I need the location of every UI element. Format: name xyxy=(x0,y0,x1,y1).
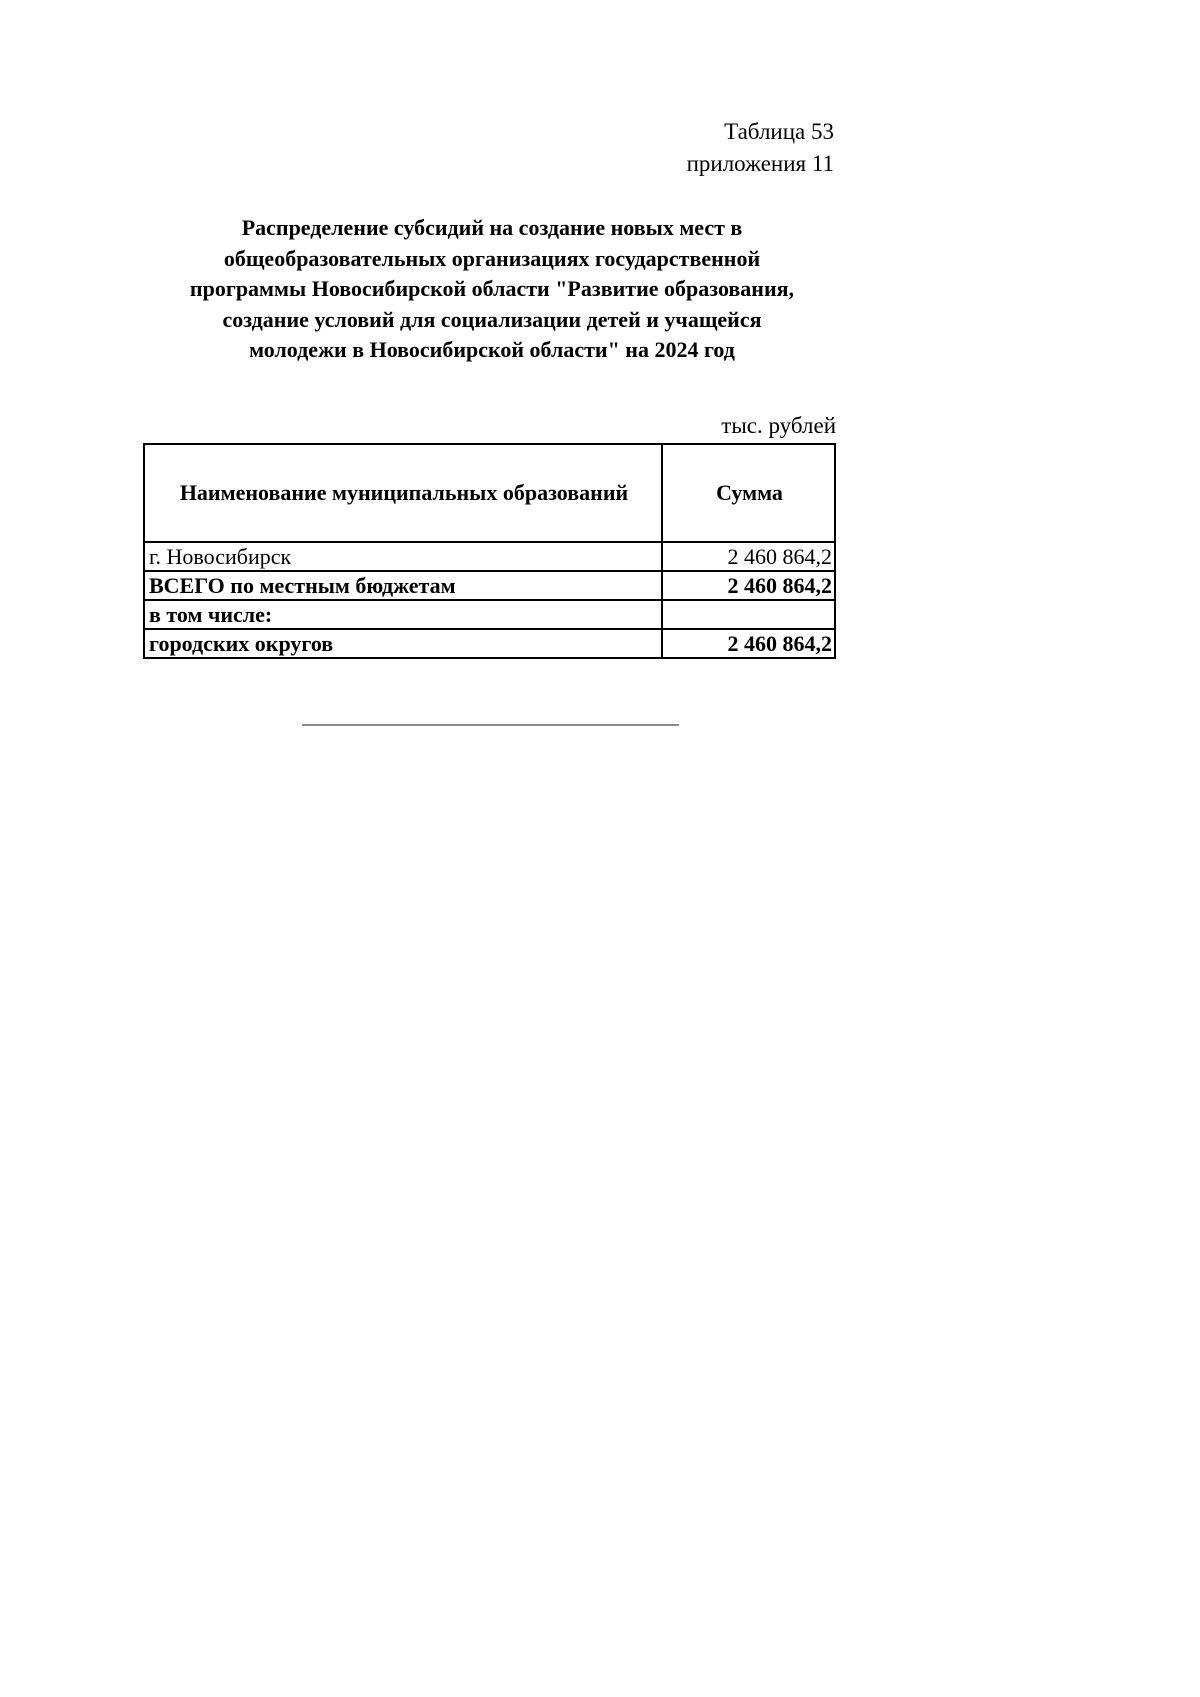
subsidy-table xyxy=(143,443,836,659)
title-line: общеобразовательных организациях государственной xyxy=(223,245,761,271)
appendix-number: приложения 11 xyxy=(686,151,834,176)
title-line: Распределение субсидий на создание новых мест в xyxy=(241,215,743,240)
row-name: в том числе: xyxy=(144,600,662,629)
row-amount: 2 460 864,2 xyxy=(662,571,835,600)
units-label: тыс. рублей xyxy=(721,413,836,438)
table-reference-header xyxy=(687,116,834,180)
table-row-subheading xyxy=(144,600,835,629)
table-row-total xyxy=(144,571,835,600)
table-header-row xyxy=(144,444,835,542)
row-amount xyxy=(662,600,835,629)
row-amount: 2 460 864,2 xyxy=(662,542,835,571)
document-title xyxy=(142,213,842,366)
title-line: программы Новосибирской области "Развитие образования, xyxy=(189,276,795,301)
row-name: ВСЕГО по местным бюджетам xyxy=(144,571,662,600)
title-line: создание условий для социализации детей и учащейся xyxy=(222,306,762,332)
table-row xyxy=(144,629,835,658)
end-divider xyxy=(302,724,679,726)
row-name: г. Новосибирск xyxy=(144,542,662,571)
column-header-name: Наименование муниципальных образований xyxy=(144,444,662,542)
row-name: городских округов xyxy=(144,629,662,658)
row-amount: 2 460 864,2 xyxy=(662,629,835,658)
column-header-amount: Сумма xyxy=(662,444,835,542)
table-row xyxy=(144,542,835,571)
title-line: молодежи в Новосибирской области" на 2024 год xyxy=(249,337,735,362)
table-number: Таблица 53 xyxy=(724,119,834,144)
